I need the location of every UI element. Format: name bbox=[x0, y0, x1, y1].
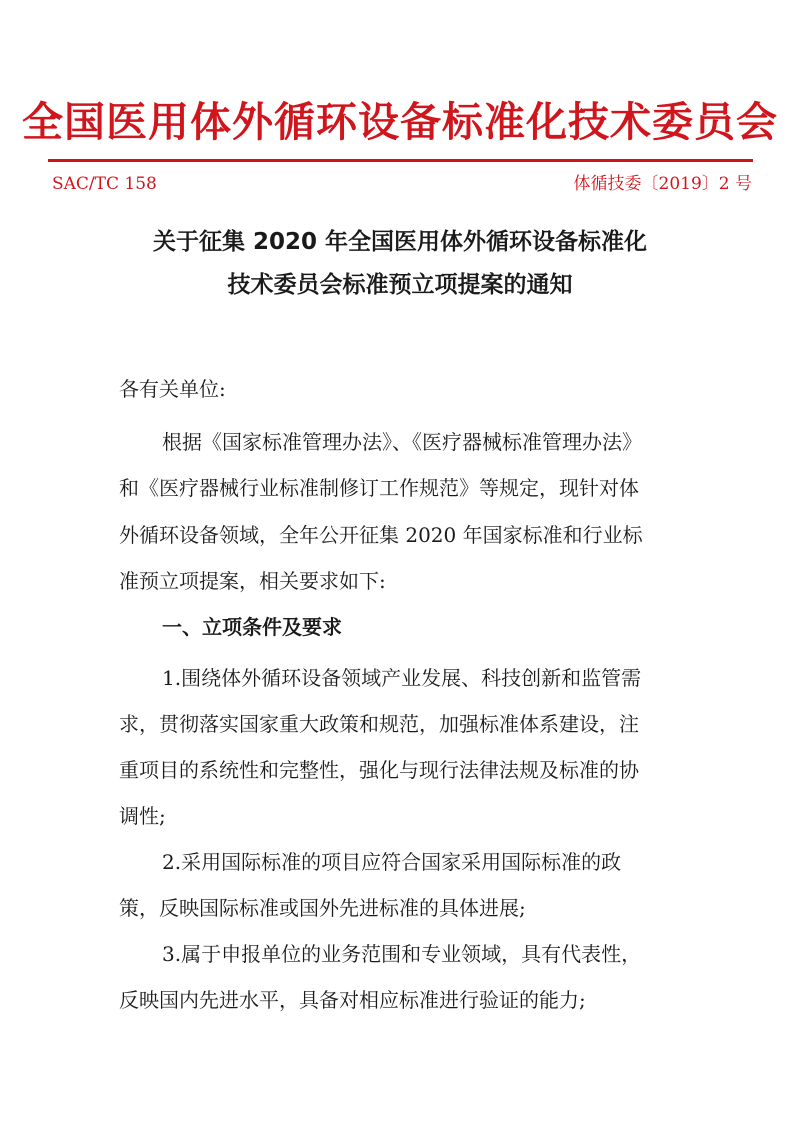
intro-line-2: 和《医疗器械行业标准制修订工作规范》等规定，现针对体 bbox=[119, 476, 639, 500]
item-2-line-1: 2.采用国际标准的项目应符合国家采用国际标准的政 bbox=[162, 850, 622, 874]
item-1-line-2: 求，贯彻落实国家重大政策和规范，加强标准体系建设，注 bbox=[119, 712, 639, 736]
section-heading-1: 一、立项条件及要求 bbox=[162, 615, 342, 639]
item-1-line-3: 重项目的系统性和完整性，强化与现行法律法规及标准的协 bbox=[119, 758, 639, 782]
item-1-line-1: 1.围绕体外循环设备领域产业发展、科技创新和监管需 bbox=[162, 666, 642, 690]
item-2-line-2: 策，反映国际标准或国外先进标准的具体进展; bbox=[119, 896, 526, 920]
item-3-line-2: 反映国内先进水平，具备对相应标准进行验证的能力; bbox=[119, 988, 586, 1012]
item-1-line-4: 调性; bbox=[119, 804, 166, 828]
red-divider-line bbox=[48, 159, 753, 162]
intro-line-4: 准预立项提案，相关要求如下: bbox=[119, 569, 386, 593]
item-3-line-1: 3.属于申报单位的业务范围和专业领域，具有代表性， bbox=[162, 942, 642, 966]
document-title-line-1: 关于征集 2020 年全国医用体外循环设备标准化 bbox=[152, 229, 648, 255]
document-number: 体循技委〔2019〕2 号 bbox=[573, 174, 752, 194]
committee-code: SAC/TC 158 bbox=[52, 174, 157, 194]
salutation: 各有关单位: bbox=[119, 377, 226, 401]
intro-line-1: 根据《国家标准管理办法》、《医疗器械标准管理办法》 bbox=[162, 430, 642, 454]
organization-masthead: 全国医用体外循环设备标准化技术委员会 bbox=[22, 98, 778, 146]
intro-line-3: 外循环设备领域，全年公开征集 2020 年国家标准和行业标 bbox=[119, 523, 643, 547]
document-title-line-2: 技术委员会标准预立项提案的通知 bbox=[227, 272, 573, 298]
